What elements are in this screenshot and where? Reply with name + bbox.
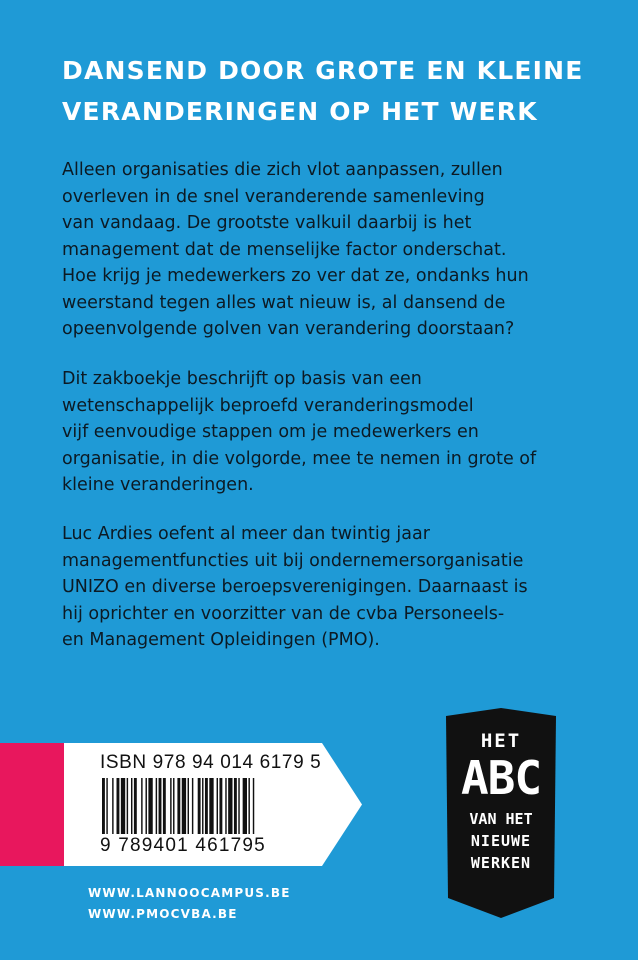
- text-line: van vandaag. De grootste valkuil daarbij is het: [62, 213, 472, 233]
- headline-line-1: DANSEND DOOR GROTE EN KLEINE: [62, 56, 584, 85]
- barcode-bar: [234, 778, 237, 834]
- barcode-bar: [117, 778, 120, 834]
- barcode-bar: [156, 778, 157, 834]
- barcode-bar: [112, 778, 113, 834]
- barcode-bar: [253, 778, 254, 834]
- barcode-bar: [219, 778, 222, 834]
- barcode-bar: [177, 778, 180, 834]
- series-badge: [446, 708, 556, 918]
- text-line: managementfuncties uit bij ondernemersorganisatie: [62, 550, 524, 571]
- badge-line-van-het: VAN HET: [469, 810, 533, 828]
- text-line: Luc Ardies oefent al meer dan twintig jaar: [62, 524, 430, 544]
- barcode-bar: [121, 778, 125, 834]
- barcode-digits: 9 789401 461795: [100, 835, 266, 856]
- barcode-bar: [159, 778, 162, 834]
- text-line: Dit zakboekje beschrijft op basis van een: [62, 369, 422, 389]
- isbn-label: ISBN 978 94 014 6179 5: [100, 752, 322, 773]
- barcode-bar: [228, 778, 232, 834]
- headline-line-2: VERANDERINGEN OP HET WERK: [62, 97, 538, 126]
- text-line: weerstand tegen alles wat nieuw is, al dansend de: [62, 292, 506, 313]
- barcode-bars: [100, 778, 310, 834]
- barcode-bar: [131, 778, 132, 834]
- barcode-bar: [217, 778, 218, 834]
- badge-line-werken: WERKEN: [470, 854, 532, 872]
- barcode-bar: [148, 778, 152, 834]
- badge-line-nieuwe: NIEUWE: [470, 832, 532, 850]
- barcode-bar: [170, 778, 171, 834]
- text-line: wetenschappelijk beproefd veranderingsmodel: [62, 395, 474, 416]
- barcode-bar: [146, 778, 147, 834]
- barcode-bar: [163, 778, 166, 834]
- barcode-bar: [106, 778, 107, 834]
- text-line: UNIZO en diverse beroepsverenigingen. Daarnaast is: [62, 577, 528, 597]
- barcode-bar: [127, 778, 128, 834]
- barcode-bar: [188, 778, 189, 834]
- text-line: kleine veranderingen.: [62, 475, 254, 495]
- barcode-bar: [238, 778, 239, 834]
- barcode-bar: [243, 778, 247, 834]
- text-line: organisatie, in die volgorde, mee te nemen in grote of: [62, 448, 537, 469]
- badge-line-abc: ABC: [460, 751, 542, 805]
- barcode-bar: [209, 778, 213, 834]
- blurb-paragraph-2: [62, 366, 622, 499]
- badge-line-het: HET: [480, 730, 522, 752]
- text-line: overleven in de snel veranderende samenleving: [62, 186, 485, 207]
- barcode-bar: [182, 778, 186, 834]
- text-line: opeenvolgende golven van verandering doorstaan?: [62, 319, 515, 339]
- pmo-url[interactable]: WWW.PMOCVBA.BE: [88, 907, 238, 921]
- barcode-bar: [225, 778, 226, 834]
- text-line: management dat de menselijke factor onderschat.: [62, 239, 507, 260]
- barcode-bar: [198, 778, 201, 834]
- publisher-url[interactable]: WWW.LANNOOCAMPUS.BE: [88, 886, 291, 900]
- text-line: Alleen organisaties die zich vlot aanpassen, zullen: [62, 160, 503, 180]
- barcode-bar: [248, 778, 249, 834]
- text-line: Hoe krijg je medewerkers zo ver dat ze, ondanks hun: [62, 266, 529, 286]
- text-line: vijf eenvoudige stappen om je medewerkers en: [62, 422, 479, 442]
- text-line: en Management Opleidingen (PMO).: [62, 630, 380, 650]
- barcode-bar: [173, 778, 174, 834]
- headline: [62, 50, 622, 132]
- barcode-bar: [192, 778, 193, 834]
- text-line: hij oprichter en voorzitter van de cvba Personeels-: [62, 603, 505, 624]
- barcode-bar: [141, 778, 142, 834]
- blurb-paragraph-1: [62, 157, 622, 343]
- barcode-bar: [202, 778, 203, 834]
- barcode-bar: [205, 778, 208, 834]
- author-bio: [62, 521, 622, 654]
- barcode-bar: [134, 778, 137, 834]
- barcode-bar: [102, 778, 105, 834]
